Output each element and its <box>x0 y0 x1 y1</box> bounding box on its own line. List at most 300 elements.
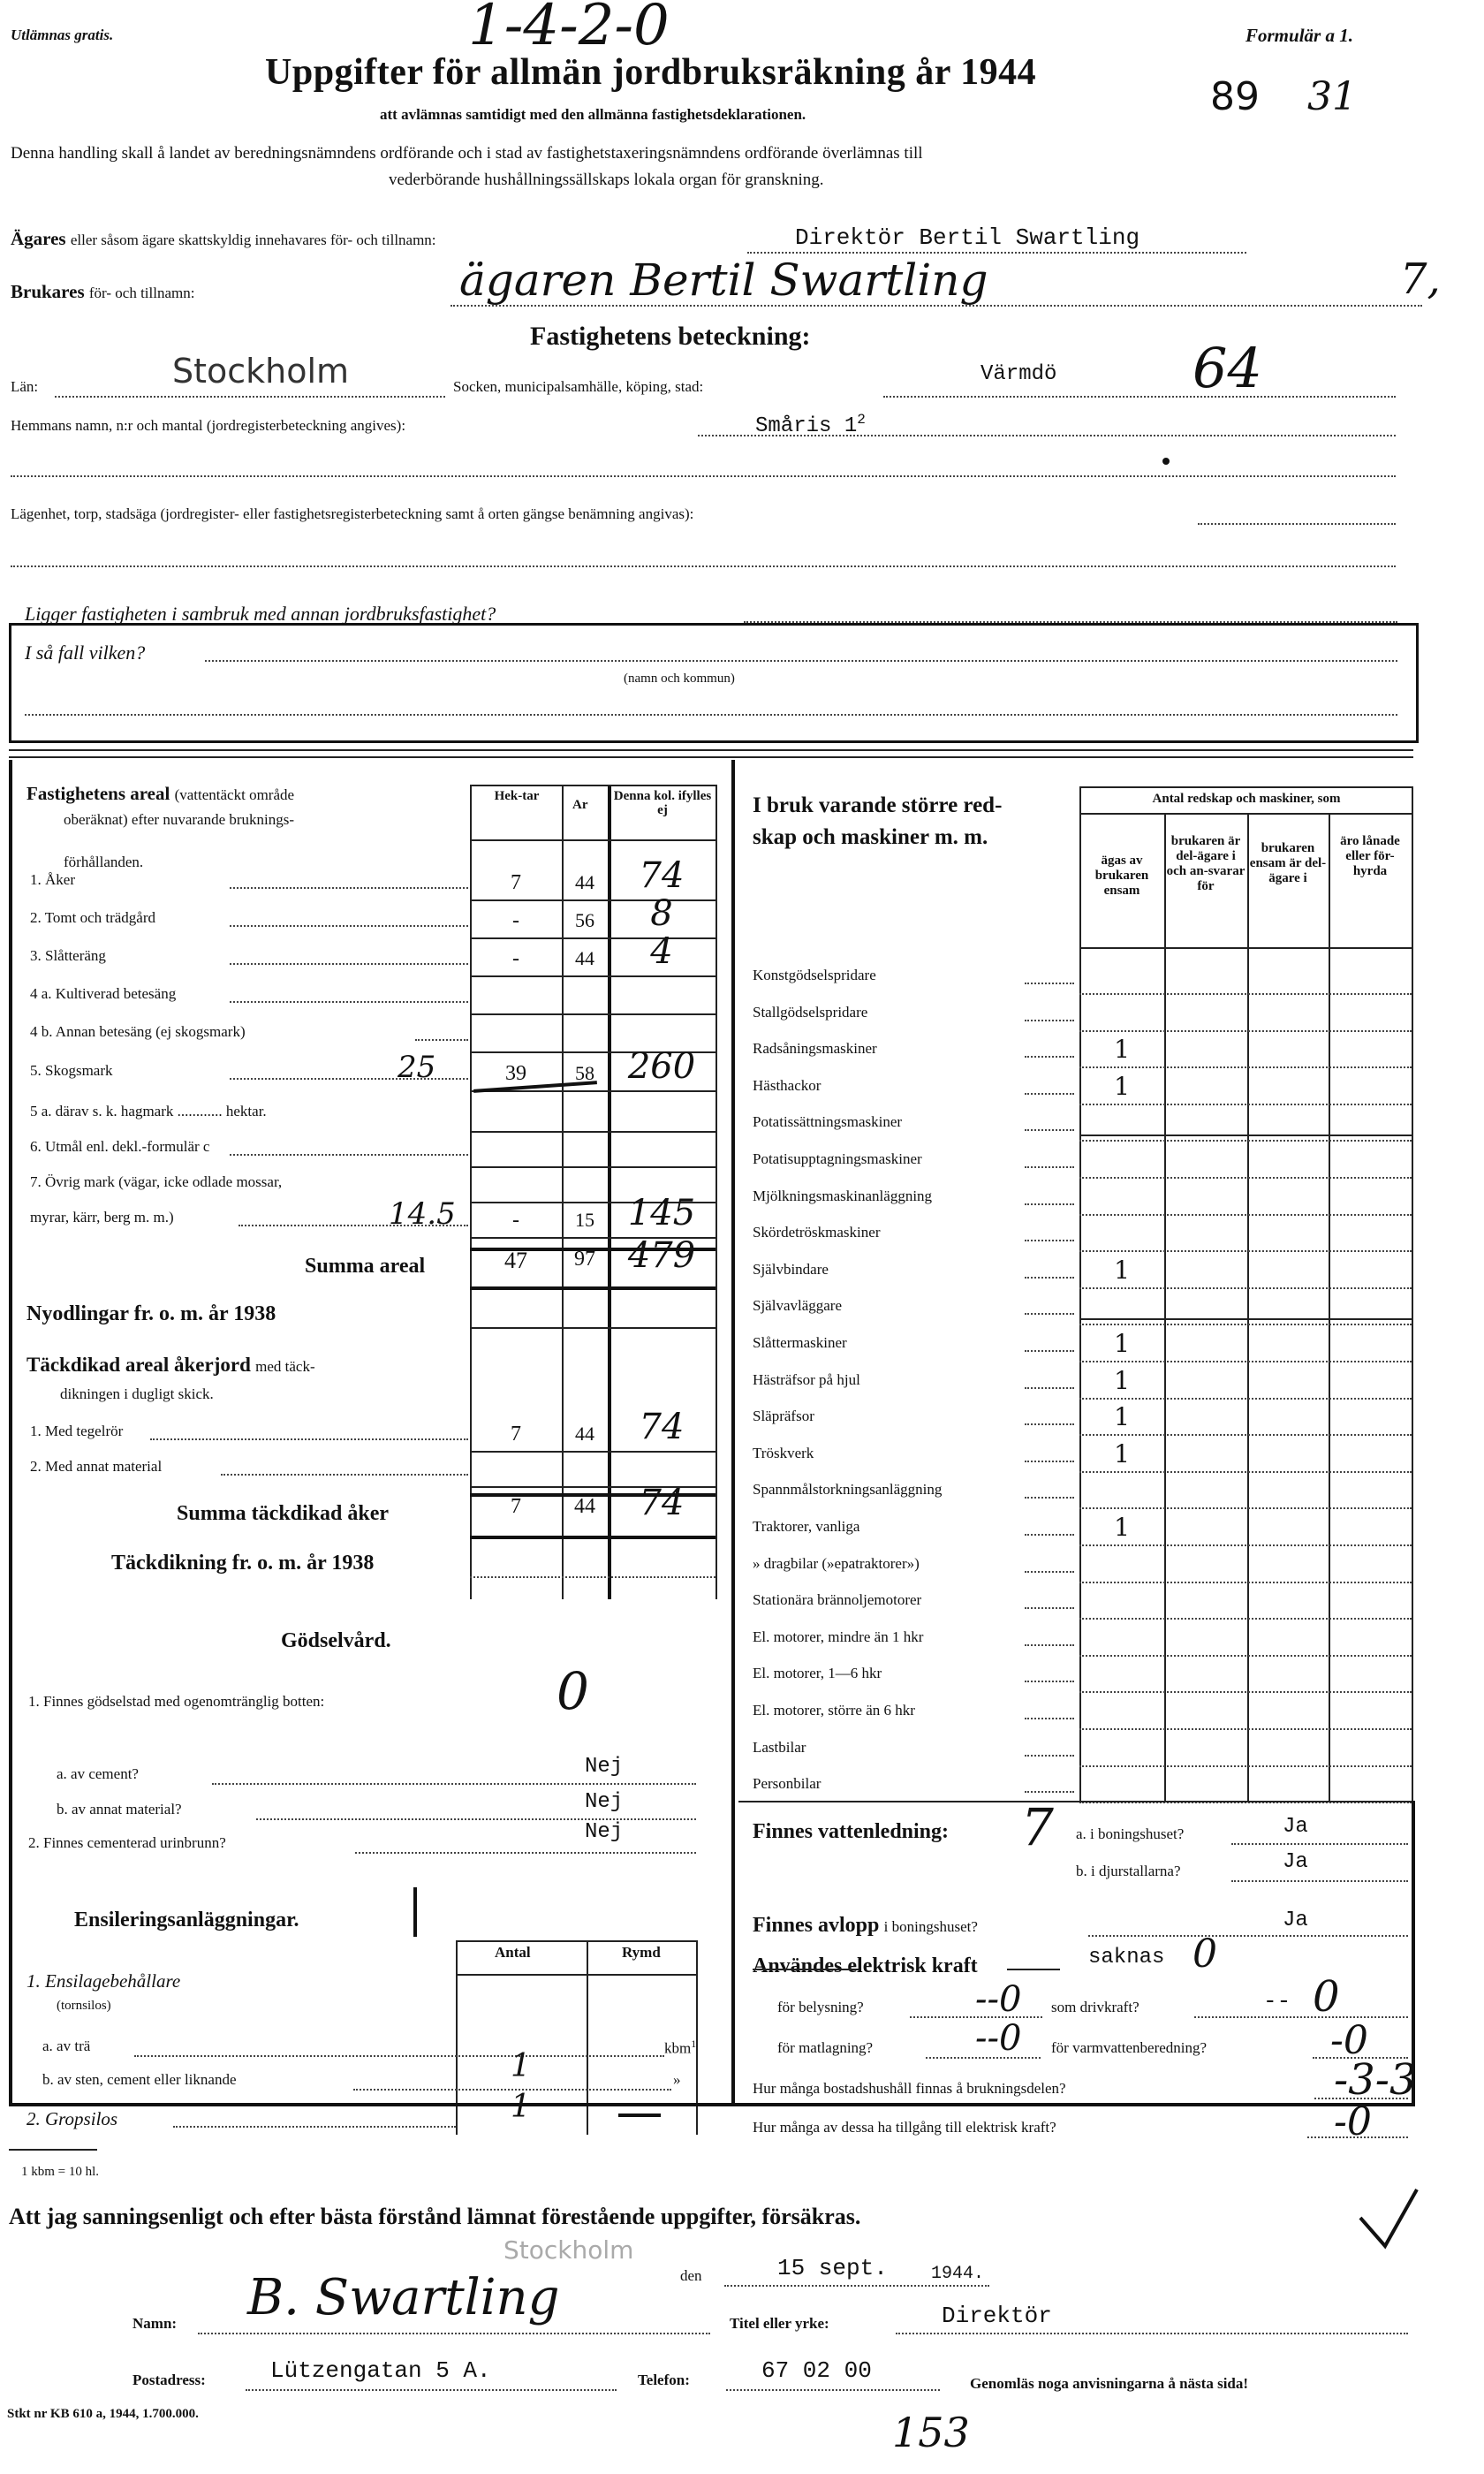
hemman-label: Hemmans namn, n:r och mantal (jordregisterbeteckning angives): <box>11 417 406 434</box>
ensilering-ink-stroke <box>413 1887 417 1937</box>
maskin-row-leader <box>1025 1644 1074 1646</box>
hushall-label: Hur många bostadshushåll finnas å brukningsdelen? <box>753 2080 1066 2097</box>
areal-row-label: 7. Övrig mark (vägar, icke odlade mossar, <box>30 1173 283 1190</box>
areal-row-line <box>470 1090 716 1092</box>
maskin-row-label: Stationära brännoljemotorer <box>753 1591 922 1609</box>
varm-value: -0 <box>1330 2018 1368 2063</box>
summa-hektar: 47 <box>504 1248 527 1273</box>
right-border-lower <box>1412 1801 1415 2103</box>
tackdikning-label: Täckdikning fr. o. m. år 1938 <box>111 1552 375 1575</box>
areal-row-code: 74 <box>639 855 685 896</box>
maskin-row-count: 1 <box>1114 1071 1130 1101</box>
tack-row-label: 1. Med tegelrör <box>30 1423 124 1439</box>
areal-heading-line2: oberäknat) efter nuvarande bruknings- <box>64 811 295 828</box>
areal-row-code: 8 <box>650 893 673 934</box>
sambruk-q2: I så fall vilken? <box>25 641 146 664</box>
maskin-row-label: Stallgödselspridare <box>753 1003 868 1021</box>
maskin-row-line <box>1079 1765 1412 1767</box>
year-value: 1944. <box>931 2264 985 2284</box>
post-line <box>246 2389 617 2391</box>
maskin-row-count: 1 <box>1114 1513 1130 1542</box>
form-label: Formulär a 1. <box>1246 25 1353 46</box>
avlopp-group <box>753 1914 978 1938</box>
assurance-text: Att jag sanningsenligt och efter bästa förstånd lämnat förestående uppgifter, försäkras. <box>9 2204 861 2229</box>
tackdikad-heading-group <box>26 1354 315 1377</box>
vatten-b-value: Ja <box>1283 1850 1308 1874</box>
driv-mark: 0 <box>1313 1972 1340 2022</box>
hush-el-value: -0 <box>1334 2099 1372 2144</box>
areal-heading: Fastighetens areal <box>26 783 170 804</box>
driv-value: -- <box>1263 1988 1291 2015</box>
maskin-row-leader <box>1025 983 1074 984</box>
maskin-row-label: Potatisupptagningsmaskiner <box>753 1150 922 1167</box>
section-divider-2 <box>9 756 1413 758</box>
maskin-row-count: 1 <box>1114 1255 1130 1285</box>
sambruk-note: (namn och kommun) <box>624 672 735 686</box>
areal-col-line-1 <box>470 785 472 1599</box>
godsel-qb: b. av annat material? <box>57 1801 182 1818</box>
den-label: den <box>680 2267 702 2284</box>
maskin-row-line <box>1079 1030 1412 1032</box>
el-label: Användes elektrisk kraft <box>753 1954 978 1977</box>
maskin-row-leader <box>1025 1240 1074 1241</box>
godsel-q1-mark: 0 <box>556 1661 589 1721</box>
tackdikad-line2: dikningen i dugligt skick. <box>60 1385 214 1402</box>
godsel-qb-line <box>256 1818 696 1820</box>
ens-r2-line <box>173 2126 456 2128</box>
maskin-row-label: » dragbilar (»epatraktorer») <box>753 1554 920 1572</box>
maskin-row-count: 1 <box>1114 1438 1130 1468</box>
sambruk-q1: Ligger fastigheten i sambruk med annan jordbruksfastighet? <box>25 603 496 625</box>
mask-sjalv-stroke <box>1079 1318 1413 1320</box>
print-info: Stkt nr KB 610 a, 1944, 1.700.000. <box>7 2407 199 2421</box>
summa-bottom-line <box>470 1286 716 1290</box>
areal-row-label: 6. Utmål enl. dekl.-formulär c <box>30 1138 210 1155</box>
maskin-row-label: Spannmålstorkningsanläggning <box>753 1481 943 1499</box>
areal-heading-rest: (vattentäckt område <box>174 786 295 803</box>
mask-col-1: ägas av brukaren ensam <box>1094 854 1149 898</box>
titel-label: Titel eller yrke: <box>730 2315 829 2332</box>
ens-top-line <box>456 1940 696 1942</box>
hush-el-label: Hur många av dessa ha tillgång till elektrisk kraft? <box>753 2119 1056 2136</box>
vatten-a-value: Ja <box>1283 1815 1308 1839</box>
maskin-row-label: Självavläggare <box>753 1297 843 1315</box>
sambruk-q2-line <box>205 660 1397 662</box>
owner-label-rest: eller såsom ägare skattskyldig innehavares för- och tillnamn: <box>70 231 436 248</box>
nyodlingar-line <box>470 1327 716 1329</box>
areal-row-line <box>470 1166 716 1168</box>
areal-row-leader <box>230 1154 468 1156</box>
record-number-2: 31 <box>1307 74 1357 119</box>
tack-row-leader <box>150 1438 468 1440</box>
vatten-label: Finnes vattenledning: <box>753 1820 950 1843</box>
hushall-value: -3-3 <box>1334 2055 1417 2105</box>
property-heading: Fastighetens beteckning: <box>530 322 811 351</box>
user-label: Brukares <box>11 281 85 302</box>
ens-head-line <box>456 1974 696 1976</box>
tel-label: Telefon: <box>638 2372 690 2388</box>
tackdikad-heading: Täckdikad areal åkerjord <box>26 1354 251 1376</box>
avlopp-line <box>1088 1935 1408 1937</box>
hemman-value: Småris 1 <box>755 414 858 438</box>
nyodlingar-label: Nyodlingar fr. o. m. år 1938 <box>26 1302 276 1325</box>
maskiner-heading-2: skap och maskiner m. m. <box>753 825 988 849</box>
mask-col-group: Antal redskap och maskiner, som <box>1152 792 1341 806</box>
user-mark: 7, <box>1400 254 1441 304</box>
maskin-row-label: Konstgödselspridare <box>753 967 876 983</box>
titel-line <box>896 2333 1408 2334</box>
maskin-row-label: Personbilar <box>753 1775 822 1793</box>
maskin-row-leader <box>1025 1681 1074 1682</box>
bel-label: för belysning? <box>777 1999 864 2015</box>
mask-col-3: brukaren ensam är del-ägare i <box>1249 841 1327 885</box>
maskin-row-count: 1 <box>1114 1035 1130 1065</box>
areal-col-line-2 <box>562 785 564 1599</box>
footnote-rule <box>9 2149 97 2151</box>
areal-row-hektar: - <box>512 1209 519 1232</box>
ens-col-rymd: Rymd <box>622 1944 661 1961</box>
el-value: saknas <box>1088 1946 1165 1969</box>
vatten-b-label: b. i djurstallarna? <box>1076 1863 1181 1879</box>
areal-row-label: myrar, kärr, berg m. m.) <box>30 1209 174 1226</box>
mask-potatis-stroke <box>1079 1135 1413 1136</box>
socken-field-line <box>883 396 1396 398</box>
mat-value: --0 <box>975 2018 1022 2059</box>
areal-row-ar: 15 <box>575 1209 594 1231</box>
post-value: Lützengatan 5 A. <box>270 2357 491 2384</box>
tack-row-ar: 44 <box>575 1423 594 1445</box>
sambruk-q1-line <box>744 621 1397 623</box>
mask-col-line-0 <box>1079 786 1081 1801</box>
godsel-qa: a. av cement? <box>57 1765 139 1782</box>
ens-ra-unit-sup: 1 <box>691 2038 697 2050</box>
col-hektar: Hek-tar <box>494 789 540 803</box>
hemman-value-group <box>755 412 866 438</box>
maskin-row-count: 1 <box>1114 1329 1130 1358</box>
areal-row-label: 3. Slåtteräng <box>30 947 106 964</box>
ens-ra-unit: kbm <box>664 2039 692 2057</box>
el-strike-2 <box>1007 1969 1060 1970</box>
mask-col-4: äro lånade eller för-hyrda <box>1340 834 1400 878</box>
areal-row-leader <box>415 1039 468 1041</box>
tack-row-label: 2. Med annat material <box>30 1458 163 1475</box>
tel-value: 67 02 00 <box>761 2357 872 2384</box>
maskin-row-label: Självbindare <box>753 1260 829 1278</box>
driv-line <box>1194 2016 1408 2018</box>
areal-row-hektar: - <box>512 909 519 932</box>
areal-row-ar: 56 <box>575 909 594 931</box>
hemman-extra-line <box>11 475 1396 477</box>
mask-group-line <box>1079 813 1413 815</box>
areal-row-line <box>470 1013 716 1015</box>
summa-ar: 97 <box>574 1248 595 1271</box>
areal-row-leader <box>230 1001 468 1003</box>
owner-label: Ägares <box>11 228 66 249</box>
mask-col-line-3 <box>1329 813 1330 1801</box>
maskin-row-label: El. motorer, större än 6 hkr <box>753 1702 915 1719</box>
maskin-row-line <box>1079 1104 1412 1105</box>
maskin-row-line <box>1079 1471 1412 1473</box>
areal-head-line <box>470 839 716 841</box>
godsel-qa-value: Nej <box>585 1755 624 1779</box>
maskin-row-label: Tröskverk <box>753 1444 814 1461</box>
el-mark: 0 <box>1192 1931 1217 1977</box>
lan-value: Stockholm <box>172 352 350 391</box>
maskin-row-line <box>1079 993 1412 995</box>
instruction-line-2: vederbörande hushållningssällskaps lokala organ för granskning. <box>389 171 824 189</box>
maskin-row-line <box>1079 1691 1412 1693</box>
vatten-a-label: a. i boningshuset? <box>1076 1825 1185 1842</box>
lagenhet-field-line <box>1198 523 1396 525</box>
areal-heading-group <box>26 783 294 805</box>
lagenhet-label: Lägenhet, torp, stadsäga (jordregister- eller fastighetsregisterbeteckning samt å orten gängse benämning angivas): <box>11 505 694 522</box>
socken-value: Värmdö <box>980 362 1057 386</box>
areal-row-leader <box>230 925 468 927</box>
maskin-row-leader <box>1025 1571 1074 1573</box>
socken-code: 64 <box>1192 336 1262 400</box>
maskin-row-line <box>1079 1287 1412 1289</box>
areal-row-line <box>470 1131 716 1133</box>
godsel-qa-line <box>212 1783 696 1785</box>
maskin-row-label: Traktorer, vanliga <box>753 1518 860 1535</box>
summa-tack-label: Summa täckdikad åker <box>177 1502 390 1525</box>
areal-row-code: 145 <box>627 1193 696 1233</box>
date-value: 15 sept. <box>777 2255 888 2281</box>
ens-ra-line <box>134 2055 664 2057</box>
lan-label: Län: <box>11 378 39 395</box>
ens-r2: 2. Gropsilos <box>26 2108 118 2129</box>
summa-areal-label: Summa areal <box>305 1255 426 1278</box>
maskin-row-label: Skördetröskmaskiner <box>753 1224 881 1241</box>
maskin-row-line <box>1079 1361 1412 1362</box>
maskin-row-line <box>1079 1507 1412 1509</box>
godsel-heading: Gödselvård. <box>281 1629 391 1652</box>
maskin-row-label: Potatissättningsmaskiner <box>753 1113 903 1131</box>
signature: B. Swartling <box>247 2269 560 2326</box>
areal-row-margin-note: 14.5 <box>389 1196 456 1232</box>
maskin-row-leader <box>1025 1461 1074 1462</box>
tack-summa-bottom <box>470 1536 716 1539</box>
mask-bottom-line <box>738 1801 1413 1802</box>
areal-row-ar: 44 <box>575 947 594 969</box>
col-ar: Ar <box>572 798 588 812</box>
owner-field-line <box>747 252 1246 254</box>
ens-r2-rymd-dash <box>618 2114 661 2117</box>
tack-row-leader <box>221 1474 468 1476</box>
instruction-line-1: Denna handling skall å landet av beredningsnämndens ordförande och i stad av fastighetstaxeringsnämndens ordförande överlämnas till <box>11 144 923 163</box>
tackdikad-heading-rest: med täck- <box>255 1358 315 1375</box>
driv-label: som drivkraft? <box>1051 1999 1140 2015</box>
areal-col-line-4 <box>716 785 717 1599</box>
maskin-row-line <box>1079 1582 1412 1583</box>
maskin-row-label: Lastbilar <box>753 1738 806 1756</box>
maskin-row-leader <box>1025 1423 1074 1425</box>
mask-col-line-4 <box>1412 786 1413 1801</box>
areal-row-label: 1. Åker <box>30 871 75 888</box>
ensilering-heading: Ensileringsanläggningar. <box>74 1909 299 1931</box>
mask-top-line <box>1079 786 1413 788</box>
varm-label: för varmvattenberedning? <box>1051 2039 1208 2056</box>
vatten-mark: 7 <box>1021 1797 1054 1857</box>
avlopp-label: Finnes avlopp <box>753 1914 880 1937</box>
genomlas-text: Genomläs noga anvisningarna å nästa sida! <box>970 2375 1249 2392</box>
document-subtitle: att avlämnas samtidigt med den allmänna fastighetsdeklarationen. <box>380 106 806 123</box>
center-divider <box>731 760 735 2103</box>
vatten-b-line <box>1231 1880 1408 1882</box>
maskin-row-leader <box>1025 1755 1074 1757</box>
maskin-row-leader <box>1025 1166 1074 1168</box>
godsel-qb-value: Nej <box>585 1790 624 1814</box>
godsel-q2-line <box>355 1852 696 1854</box>
bel-value: --0 <box>975 1979 1022 2020</box>
areal-row-leader <box>230 963 468 965</box>
maskin-row-label: Släpräfsor <box>753 1408 814 1425</box>
mask-col-line-1 <box>1164 813 1166 1801</box>
areal-row-label: 2. Tomt och trädgård <box>30 909 156 926</box>
ens-r2-antal: 1 <box>511 2089 531 2125</box>
maskin-row-label: El. motorer, 1—6 hkr <box>753 1665 882 1682</box>
lagenhet-extra-line <box>11 565 1396 567</box>
tack-row-line <box>470 1451 716 1453</box>
maskin-row-line <box>1079 1434 1412 1436</box>
maskin-row-count: 1 <box>1114 1402 1130 1432</box>
footnote: 1 kbm = 10 hl. <box>21 2165 100 2179</box>
mask-head-line <box>1079 947 1413 949</box>
titel-value: Direktör <box>942 2303 1052 2329</box>
maskin-row-leader <box>1025 1387 1074 1389</box>
maskin-row-leader <box>1025 1534 1074 1536</box>
document-title: Uppgifter för allmän jordbruksräkning år 1944 <box>265 52 1037 93</box>
areal-top-line <box>470 785 716 786</box>
summa-code: 479 <box>627 1235 696 1276</box>
handwritten-code: 1-4-2-0 <box>468 0 670 58</box>
maskin-row-leader <box>1025 1203 1074 1205</box>
areal-row-line <box>470 975 716 977</box>
maskin-row-leader <box>1025 1607 1074 1609</box>
maskin-row-line <box>1079 1655 1412 1657</box>
maskin-row-label: Hästräfsor på hjul <box>753 1370 860 1388</box>
areal-row-ar: 44 <box>575 871 594 893</box>
maskin-row-line <box>1079 1214 1412 1216</box>
record-number: 89 <box>1210 74 1260 119</box>
ens-r1-sub: (tornsilos) <box>57 1999 111 2013</box>
date-line <box>724 2285 989 2287</box>
ens-rb-antal: 1 <box>511 2048 531 2084</box>
maskin-row-leader <box>1025 1313 1074 1315</box>
areal-heading-line3: förhållanden. <box>64 854 144 870</box>
ens-col-antal: Antal <box>495 1944 531 1961</box>
user-label-rest: för- och tillnamn: <box>88 285 195 301</box>
user-label-group <box>11 281 194 303</box>
free-label: Utlämnas gratis. <box>11 27 114 43</box>
namn-label: Namn: <box>132 2315 178 2332</box>
tel-line <box>726 2389 940 2391</box>
namn-line <box>198 2333 710 2334</box>
main-bottom-border <box>9 2103 1415 2106</box>
areal-row-margin-note: 25 <box>398 1050 436 1085</box>
mat-label: för matlagning? <box>777 2039 874 2056</box>
mask-col-line-2 <box>1247 813 1249 1801</box>
areal-row-label: 4 a. Kultiverad betesäng <box>30 985 177 1002</box>
maskin-row-label: El. motorer, mindre än 1 hkr <box>753 1628 924 1645</box>
maskin-row-line <box>1079 1177 1412 1179</box>
check-mark-icon <box>1352 2182 1422 2253</box>
user-value: ägaren Bertil Swartling <box>459 254 988 306</box>
areal-row-hektar: - <box>512 947 519 970</box>
ens-r1: 1. Ensilagebehållare <box>26 1970 181 1992</box>
maskin-row-line <box>1079 1544 1412 1546</box>
maskin-row-count: 1 <box>1114 1365 1130 1395</box>
maskin-row-line <box>1079 1250 1412 1252</box>
godsel-q2: 2. Finnes cementerad urinbrunn? <box>28 1834 226 1851</box>
areal-row-ar: 58 <box>575 1062 594 1084</box>
sambruk-extra-line <box>25 714 1397 716</box>
areal-row-code: 4 <box>650 931 673 972</box>
maskin-row-leader <box>1025 1791 1074 1793</box>
maskin-row-leader <box>1025 1718 1074 1719</box>
areal-row-hektar: 39 <box>505 1062 526 1085</box>
godsel-q2-value: Nej <box>585 1820 624 1844</box>
maskiner-heading-1: I bruk varande större red- <box>753 793 1003 817</box>
maskin-row-label: Radsåningsmaskiner <box>753 1040 877 1058</box>
maskin-row-leader <box>1025 1277 1074 1279</box>
maskin-row-leader <box>1025 1350 1074 1352</box>
el-strike-1 <box>753 1969 859 1970</box>
summa-tack-code: 74 <box>639 1483 685 1523</box>
left-border <box>9 760 12 2103</box>
stamp-text: Stockholm <box>504 2235 634 2265</box>
post-label: Postadress: <box>132 2372 206 2388</box>
ens-ra: a. av trä <box>42 2038 91 2054</box>
maskin-row-label: Hästhackor <box>753 1076 822 1094</box>
areal-row-hektar: 7 <box>511 871 521 894</box>
bottom-number: 153 <box>892 2409 970 2456</box>
areal-row-code: 260 <box>627 1046 696 1087</box>
summa-tack-ar: 44 <box>574 1495 595 1518</box>
maskin-row-line <box>1079 1618 1412 1620</box>
tack-row-code: 74 <box>639 1407 685 1447</box>
owner-label-group <box>11 228 436 250</box>
avlopp-value: Ja <box>1283 1909 1308 1932</box>
maskin-row-line <box>1079 1728 1412 1730</box>
section-divider-1 <box>9 749 1413 751</box>
godsel-q1: 1. Finnes gödselstad med ogenomtränglig botten: <box>28 1693 325 1710</box>
ens-rb: b. av sten, cement eller liknande <box>42 2071 237 2088</box>
maskin-row-leader <box>1025 1129 1074 1131</box>
socken-label: Socken, municipalsamhälle, köping, stad: <box>453 378 704 395</box>
maskin-row-leader <box>1025 1497 1074 1499</box>
tack-row-hektar: 7 <box>511 1423 521 1446</box>
maskin-row-leader <box>1025 1093 1074 1095</box>
avlopp-rest: i boningshuset? <box>883 1918 978 1935</box>
hemman-sup: 2 <box>857 412 866 428</box>
maskin-row-line <box>1079 1066 1412 1068</box>
maskin-row-line <box>1079 1398 1412 1400</box>
ink-dot <box>1162 458 1170 465</box>
areal-row-leader <box>230 887 468 889</box>
areal-row-label: 4 b. Annan betesäng (ej skogsmark) <box>30 1023 246 1040</box>
maskin-row-leader <box>1025 1056 1074 1058</box>
areal-row-label: 5 a. därav s. k. hagmark ............ hektar. <box>30 1103 267 1119</box>
maskin-row-leader <box>1025 1020 1074 1021</box>
lan-field-line <box>55 396 445 398</box>
mask-col-2: brukaren är del-ägare i och an-svarar för <box>1166 834 1246 893</box>
ens-ra-unit-group <box>664 2038 696 2058</box>
areal-row-label: 5. Skogsmark <box>30 1062 113 1079</box>
vatten-a-line <box>1231 1843 1408 1845</box>
tackdikning-line <box>470 1576 716 1578</box>
maskin-row-line <box>1079 1140 1412 1142</box>
